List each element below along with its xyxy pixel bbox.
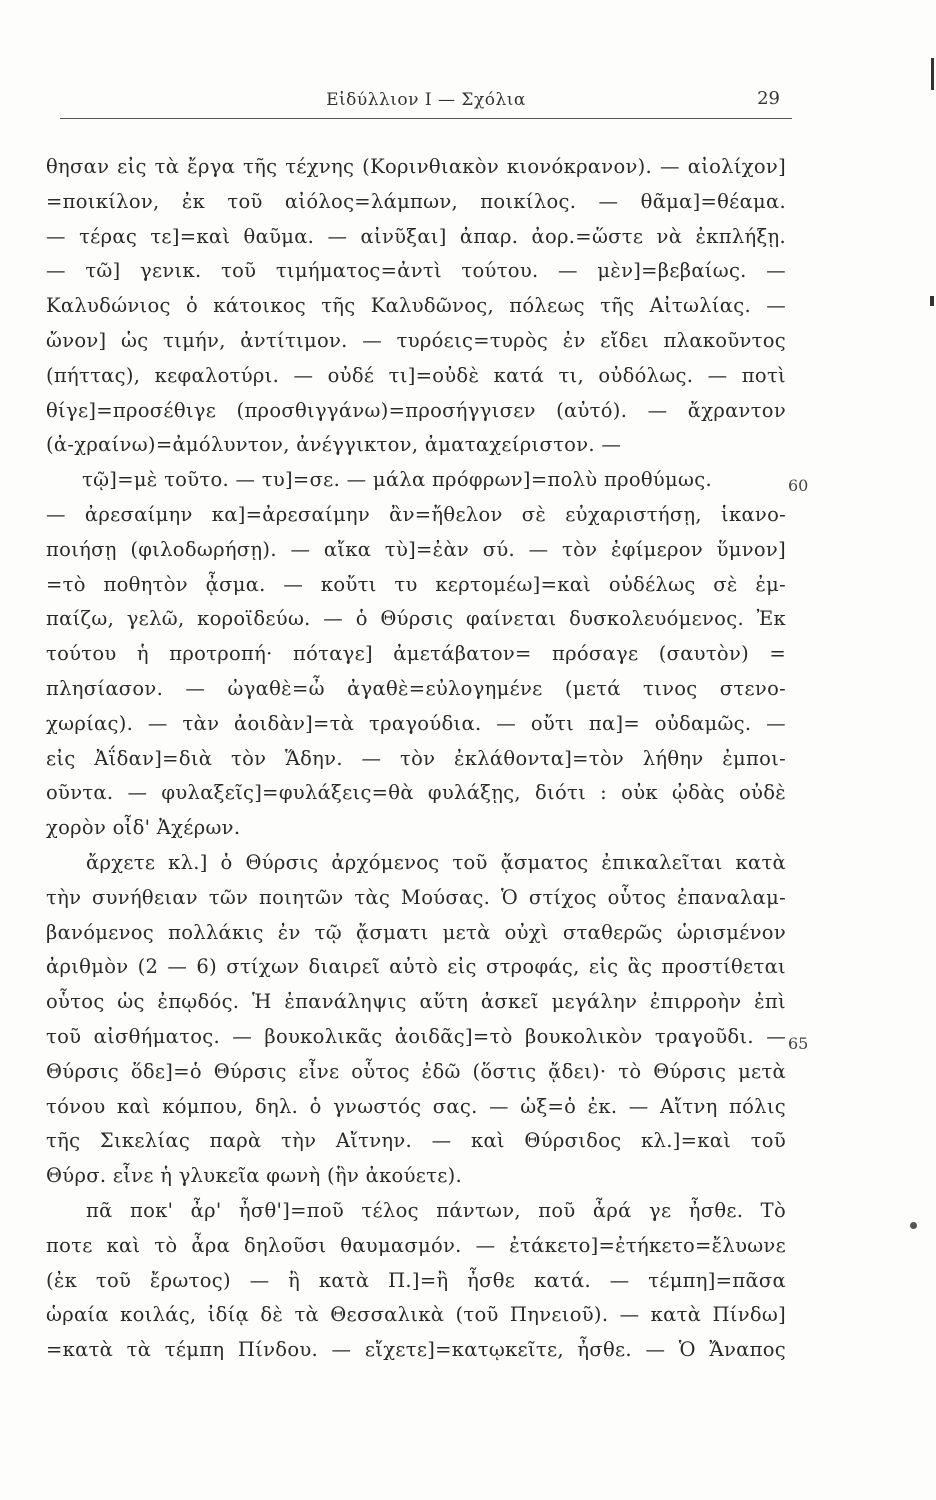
text-line: πλησίασον. — ὠγαθὲ=ὦ ἀγαθὲ=εὐλογημένε (μετά τινος στενο-: [46, 676, 786, 700]
text-line: =ποικίλον, ἐκ τοῦ αἰόλος=λάμπων, ποικίλος. — θᾶμα]=θέαμα.: [46, 189, 786, 213]
text-line: — τέρας τε]=καὶ θαῦμα. — αἰνῦξαι] ἀπαρ. ἀορ.=ὥστε νὰ ἐκπλήξῃ.: [46, 224, 786, 248]
text-line: βανόμενος πολλάκις ἐν τῷ ᾄσματι μετὰ οὐχὶ σταθερῶς ὡρισμένον: [46, 920, 786, 944]
text-line: Καλυδώνιος ὁ κάτοικος τῆς Καλυδῶνος, πόλεως τῆς Αἰτωλίας. —: [46, 294, 786, 318]
text-line: τόνου καὶ κόμπου, δηλ. ὁ γνωστός σας. — ὡξ=ὁ ἐκ. — Αἴτνη πόλις: [46, 1094, 786, 1118]
page-header: [60, 88, 792, 120]
page-number: 29: [757, 88, 780, 109]
text-line: χορὸν οἶδ' Ἀχέρων.: [46, 816, 241, 840]
text-line: ἄρχετε κλ.] ὁ Θύρσις ἀρχόμενος τοῦ ᾄσματος ἐπικαλεῖται κατὰ: [86, 850, 786, 874]
commentary-text: [46, 150, 786, 1368]
text-line: παίζω, γελῶ, κοροϊδεύω. — ὁ Θύρσις φαίνεται δυσκολευόμενος. Ἐκ: [46, 607, 786, 631]
header-rule: [60, 118, 792, 119]
text-line: οὗτος ὡς ἐπῳδός. Ἡ ἐπανάληψις αὕτη ἀσκεῖ μεγάλην ἐπιρροὴν ἐπὶ: [46, 990, 786, 1014]
text-line: (ἐκ τοῦ ἔρωτος) — ἢ κατὰ Π.]=ἢ ἦσθε κατά. — τέμπη]=πᾶσα: [46, 1268, 786, 1292]
text-line: πᾶ ποκ' ἆρ' ἦσθ']=ποῦ τέλος πάντων, ποῦ ἆρά γε ἦσθε. Τὸ: [86, 1198, 786, 1222]
running-head: Εἰδύλλιον Ι — Σχόλια: [326, 90, 526, 110]
text-line: θησαν εἰς τὰ ἔργα τῆς τέχνης (Κορινθιακὸν κιονόκρανον). — αἰολίχον]: [46, 155, 786, 178]
scan-ink-dot: [910, 1222, 917, 1229]
text-line: ποτε καὶ τὸ ἆρα δηλοῦσι θαυμασμόν. — ἐτάκετο]=ἐτήκετο=ἔλυωνε: [46, 1233, 786, 1257]
text-line: θίγε]=προσέθιγε (προσθιγγάνω)=προσήγγισεν (αὐτό). — ἄχραντον: [46, 398, 786, 422]
text-line: =κατὰ τὰ τέμπη Πίνδου. — εἴχετε]=κατῳκεῖτε, ἦσθε. — Ὁ Ἄναπος: [46, 1338, 786, 1362]
text-line: — τῶ] γενικ. τοῦ τιμήματος=ἀντὶ τούτου. — μὲν]=βεβαίως. —: [46, 259, 786, 283]
text-line: τούτου ἡ προτροπή· πόταγε] ἀμετάβατον= πρόσαγε (σαυτὸν) =: [46, 642, 786, 666]
text-line: οῦντα. — φυλαξεῖς]=φυλάξεις=θὰ φυλάξῃς, διότι : οὐκ ᾠδὰς οὐδὲ: [46, 781, 786, 805]
text-line: τὴν συνήθειαν τῶν ποιητῶν τὰς Μούσας. Ὁ στίχος οὗτος ἐπαναλαμ-: [46, 885, 786, 909]
text-line: τῷ]=μὲ τοῦτο. — τυ]=σε. — μάλα πρόφρων]=πολὺ προθύμως.: [82, 468, 712, 492]
text-line: χωρίας). — τὰν ἀοιδὰν]=τὰ τραγούδια. — οὔτι πα]= οὐδαμῶς. —: [46, 711, 786, 735]
text-line: (πήττας), κεφαλοτύρι. — οὐδέ τι]=οὐδὲ κατά τι, οὐδόλως. — ποτὶ: [46, 363, 786, 387]
text-line: Θύρσ. εἶνε ἡ γλυκεῖα φωνὴ (ἣν ἀκούετε).: [46, 1164, 463, 1188]
text-line: ὤνον] ὡς τιμήν, ἀντίτιμον. — τυρόεις=τυρὸς ἐν εἴδει πλακοῦντος: [46, 328, 786, 352]
scan-edge-mark: [930, 296, 934, 306]
margin-line-number: 60: [788, 476, 809, 495]
scan-edge-mark: [931, 58, 934, 90]
text-line: (ἀ-χραίνω)=ἀμόλυντον, ἀνέγγικτον, ἀματαχείριστον. —: [46, 433, 622, 457]
text-line: ὡραία κοιλάς, ἰδίᾳ δὲ τὰ Θεσσαλικὰ (τοῦ Πηνειοῦ). — κατὰ Πίνδω]: [46, 1303, 786, 1327]
text-line: Θύρσις ὅδε]=ὁ Θύρσις εἶνε οὗτος ἐδῶ (ὅστις ᾄδει)· τὸ Θύρσις μετὰ: [46, 1059, 786, 1083]
text-line: ἀριθμὸν (2 — 6) στίχων διαιρεῖ αὐτὸ εἰς στροφάς, εἰς ἃς προστίθεται: [46, 955, 786, 979]
text-line: τοῦ αἰσθήματος. — βουκολικᾶς ἀοιδᾶς]=τὸ βουκολικὸν τραγοῦδι. —: [46, 1024, 786, 1048]
text-line: τῆς Σικελίας παρὰ τὴν Αἴτνην. — καὶ Θύρσιδος κλ.]=καὶ τοῦ: [46, 1129, 786, 1153]
text-line: εἰς Ἀΐδαν]=διὰ τὸν Ἅδην. — τὸν ἐκλάθοντα]=τὸν λήθην ἐμποι-: [46, 746, 786, 770]
text-line: ποιήσῃ (φιλοδωρήσῃ). — αἴκα τὺ]=ἐὰν σύ. — τὸν ἐφίμερον ὕμνον]: [46, 537, 786, 561]
text-line: — ἀρεσαίμην κα]=ἀρεσαίμην ἂν=ἤθελον σὲ εὐχαριστήσῃ, ἱκανο-: [46, 502, 786, 526]
margin-line-number: 65: [788, 1034, 809, 1053]
text-line: =τὸ ποθητὸν ᾆσμα. — κοὔτι τυ κερτομέω]=καὶ οὐδέλως σὲ ἐμ-: [46, 572, 786, 596]
